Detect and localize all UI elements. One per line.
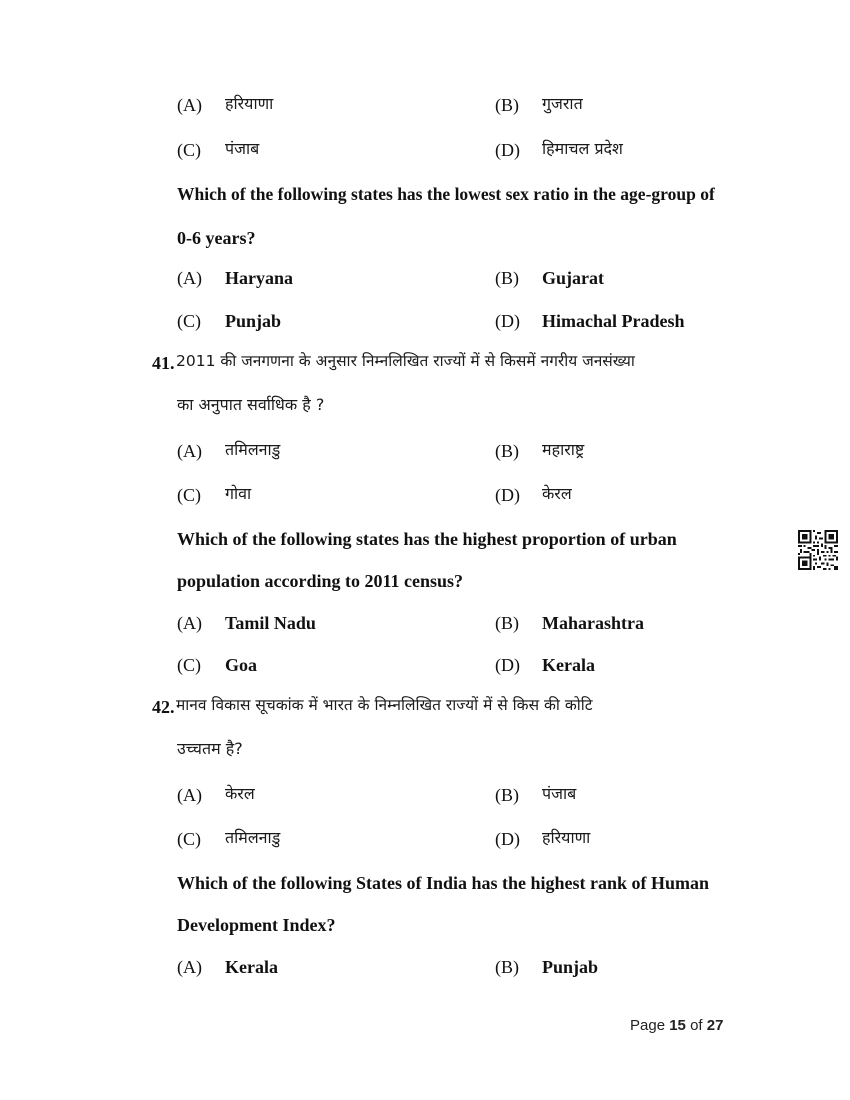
option-label: (C) xyxy=(177,311,201,331)
option-text: पंजाब xyxy=(542,784,577,803)
option-text: Kerala xyxy=(542,655,595,675)
option-label: (A) xyxy=(177,613,202,633)
option-label: (A) xyxy=(177,268,202,288)
option-label: (C) xyxy=(177,485,201,505)
option-text: Tamil Nadu xyxy=(225,613,316,633)
option-label: (D) xyxy=(495,485,520,505)
option-label: (B) xyxy=(495,785,519,805)
question-text-en: 0-6 years? xyxy=(177,228,256,248)
option-label: (A) xyxy=(177,785,202,805)
option-text: गोवा xyxy=(225,484,252,503)
option-label: (A) xyxy=(177,95,202,115)
question-text-en: Which of the following states has the lowest sex ratio in the age-group of xyxy=(177,184,715,204)
option-text: पंजाब xyxy=(225,139,260,158)
option-text: केरल xyxy=(225,784,255,803)
option-text: Himachal Pradesh xyxy=(542,311,685,331)
question-text-en: Development Index? xyxy=(177,915,336,935)
qr-code xyxy=(798,530,838,570)
question-text-hi: मानव विकास सूचकांक में भारत के निम्नलिखित राज्यों में से किस की कोटि xyxy=(176,696,593,714)
option-text: केरल xyxy=(542,484,572,503)
question-text-en: Which of the following States of India has the highest rank of Human xyxy=(177,873,710,893)
option-label: (A) xyxy=(177,441,202,461)
option-text: Punjab xyxy=(225,311,282,331)
option-label: (B) xyxy=(495,613,519,633)
option-text: Haryana xyxy=(225,268,294,288)
option-label: (C) xyxy=(177,829,201,849)
option-text: Gujarat xyxy=(542,268,604,288)
of-word: of xyxy=(690,1017,703,1034)
option-label: (B) xyxy=(495,441,519,461)
option-text: Goa xyxy=(225,655,258,675)
question-text-en: population according to 2011 census? xyxy=(177,571,464,591)
option-label: (A) xyxy=(177,957,202,977)
option-label: (C) xyxy=(177,140,201,160)
option-label: (B) xyxy=(495,95,519,115)
option-text: हिमाचल प्रदेश xyxy=(542,139,623,158)
option-label: (C) xyxy=(177,655,201,675)
question-number: 41. xyxy=(152,353,175,373)
option-label: (D) xyxy=(495,655,520,675)
option-label: (D) xyxy=(495,140,520,160)
option-label: (D) xyxy=(495,829,520,849)
option-text: Maharashtra xyxy=(542,613,644,633)
total-page-count: 27 xyxy=(706,1017,724,1034)
current-page-number: 15 xyxy=(669,1017,686,1034)
option-label: (B) xyxy=(495,268,519,288)
page-footer xyxy=(630,1018,723,1033)
page-word: Page xyxy=(630,1017,666,1034)
option-label: (B) xyxy=(495,957,519,977)
option-text: Punjab xyxy=(542,957,599,977)
option-text: तमिलनाडु xyxy=(225,440,281,459)
option-text: गुजरात xyxy=(542,94,583,113)
question-number: 42. xyxy=(152,697,175,717)
question-text-hi: का अनुपात सर्वाधिक है ? xyxy=(177,395,325,414)
option-text: हरियाणा xyxy=(225,94,274,113)
question-text-en: Which of the following states has the highest proportion of urban xyxy=(177,529,677,549)
option-label: (D) xyxy=(495,311,520,331)
option-text: Kerala xyxy=(225,957,278,977)
question-text-hi: 2011 की जनगणना के अनुसार निम्नलिखित राज्यों में से किसमें नगरीय जनसंख्या xyxy=(176,352,635,370)
option-text: तमिलनाडु xyxy=(225,828,281,847)
option-text: महाराष्ट्र xyxy=(542,440,585,459)
option-text: हरियाणा xyxy=(542,828,591,847)
question-text-hi: उच्चतम है? xyxy=(177,739,243,758)
